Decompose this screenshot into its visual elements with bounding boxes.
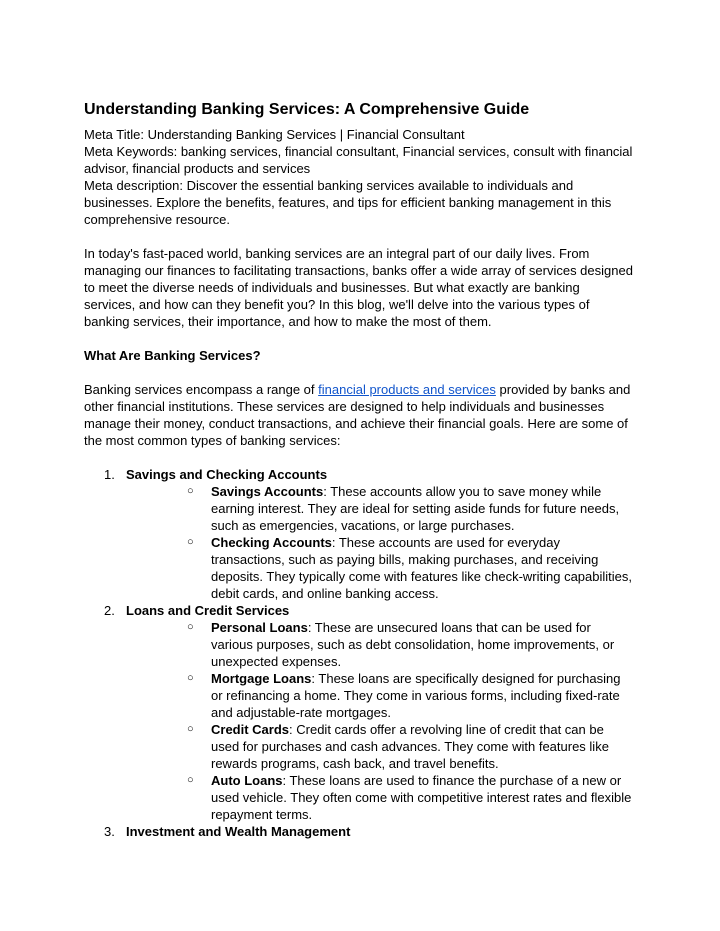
meta-keywords: Meta Keywords: banking services, financial consultant, Financial services, consult with financial advisor, financial products and services xyxy=(84,144,633,176)
section-paragraph xyxy=(84,381,634,449)
list-item-title: Savings and Checking Accounts xyxy=(126,467,328,482)
section-text-after: provided by banks and other financial institutions. These services are designed to help individuals and businesses manage their money, conduct transactions, and achieve their financial goals. Here are some of the most common types of banking services: xyxy=(84,382,631,448)
sub-list xyxy=(126,619,634,823)
section-text-before: Banking services encompass a range of xyxy=(84,382,319,397)
sub-item-term: Credit Cards xyxy=(211,722,290,737)
sub-item-text: : Credit cards offer a revolving line of credit that can be used for purchases and cash advances. They come with features like rewards programs, cash back, and travel benefits. xyxy=(211,722,609,771)
intro-paragraph: In today's fast-paced world, banking services are an integral part of our daily lives. From managing our finances to facilitating transactions, banks offer a wide array of services designed to meet the diverse needs of individuals and businesses. But what exactly are banking services, and how can they benefit you? In this blog, we'll delve into the various types of banking services, their importance, and how to make the most of them. xyxy=(84,246,633,329)
sub-item-term: Personal Loans xyxy=(211,620,308,635)
sub-list-item xyxy=(126,483,634,534)
sub-item-text: : These accounts are used for everyday transactions, such as paying bills, making purchases, and receiving deposits. They typically come with features like check-writing capabilities, debit cards, and online banking access. xyxy=(211,535,632,601)
hollow-bullet-icon: ○ xyxy=(187,536,194,548)
sub-list-item xyxy=(126,772,634,823)
sub-item-text: : These loans are specifically designed for purchasing or refinancing a home. They come in various forms, including fixed-rate and adjustable-rate mortgages. xyxy=(211,671,621,720)
financial-products-link[interactable]: financial products and services xyxy=(318,382,496,397)
sub-list-item xyxy=(126,670,634,721)
section-heading: What Are Banking Services? xyxy=(84,348,261,363)
meta-description: Meta description: Discover the essential banking services available to individuals and businesses. Explore the benefits, features, and tips for efficient banking management in this comprehensive resource. xyxy=(84,178,612,227)
sub-list-item xyxy=(126,619,634,670)
hollow-bullet-icon: ○ xyxy=(187,485,194,497)
hollow-bullet-icon: ○ xyxy=(187,774,194,786)
sub-item-text: : These loans are used to finance the purchase of a new or used vehicle. They often come with competitive interest rates and flexible repayment terms. xyxy=(211,773,632,822)
sub-item-term: Auto Loans xyxy=(211,773,283,788)
sub-item-term: Savings Accounts xyxy=(211,484,324,499)
services-list xyxy=(84,466,634,840)
sub-item-text: : These accounts allow you to save money while earning interest. They are ideal for setting aside funds for future needs, such as emergencies, vacations, or large purchases. xyxy=(211,484,620,533)
sub-item-term: Mortgage Loans xyxy=(211,671,312,686)
list-item-loans-credit xyxy=(84,602,634,823)
meta-block xyxy=(84,126,634,228)
meta-title: Meta Title: Understanding Banking Services | Financial Consultant xyxy=(84,127,465,142)
list-item-savings-checking xyxy=(84,466,634,602)
hollow-bullet-icon: ○ xyxy=(187,672,194,684)
article-body xyxy=(84,245,634,840)
hollow-bullet-icon: ○ xyxy=(187,621,194,633)
sub-item-term: Checking Accounts xyxy=(211,535,332,550)
sub-list-item xyxy=(126,721,634,772)
list-item-title: Loans and Credit Services xyxy=(126,603,290,618)
list-number: 3. xyxy=(104,824,115,839)
list-item-investment-wealth xyxy=(84,823,634,840)
document-title: Understanding Banking Services: A Comprehensive Guide xyxy=(84,101,530,118)
sub-list xyxy=(126,483,634,602)
list-item-title: Investment and Wealth Management xyxy=(126,824,351,839)
list-number: 1. xyxy=(104,467,115,482)
sub-list-item xyxy=(126,534,634,602)
list-number: 2. xyxy=(104,603,115,618)
sub-item-text: : These are unsecured loans that can be used for various purposes, such as debt consolidation, home improvements, or unexpected expenses. xyxy=(211,620,615,669)
hollow-bullet-icon: ○ xyxy=(187,723,194,735)
